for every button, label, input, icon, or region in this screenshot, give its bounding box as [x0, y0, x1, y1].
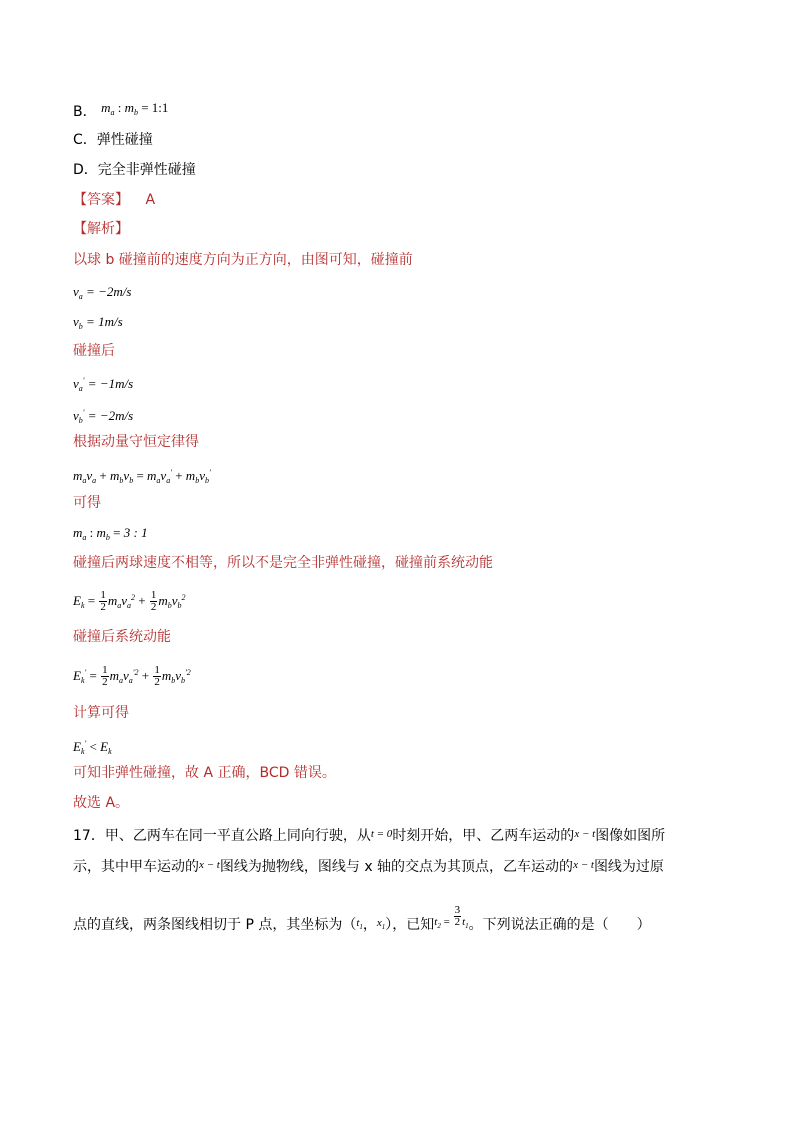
analysis-label — [73, 219, 129, 239]
q17-text-1b: 时刻开始，甲、乙两车运动的 — [392, 828, 575, 844]
analysis-line-5: 碰撞后两球速度不相等，所以不是完全非弹性碰撞，碰撞前系统动能 — [73, 555, 493, 571]
q17-xt-2: x − t — [199, 859, 220, 871]
q17-xt-1: x − t — [574, 828, 596, 840]
question-17-line-1 — [73, 824, 665, 846]
analysis-line-2: 碰撞后 — [73, 343, 115, 359]
analysis-line-1: 以球 b 碰撞前的速度方向为正方向，由图可知，碰撞前 — [73, 252, 413, 268]
option-b-label: B． — [73, 104, 97, 120]
eq-va-value: −2m/s — [98, 284, 132, 299]
eq-vb-after: $v_b' = -2m/s$ — [73, 408, 134, 425]
analysis-label-text: 【解析】 — [73, 221, 129, 237]
eq-va-after: $v_a' = -1m/s$ — [73, 376, 134, 393]
answer-label: 【答案】 — [73, 192, 129, 208]
question-17-line-2 — [73, 855, 664, 877]
eq-vb-value: 1m/s — [98, 314, 123, 329]
analysis-line-7: 计算可得 — [73, 705, 129, 721]
q17-text-3a: 点的直线，两条图线相切于 P 点，其坐标为（ — [73, 917, 357, 933]
eq-ek-after: $E_k'$ = $\frac{1}{2}$ $m_av_a^{'2}$ + $\frac{1}{2}$ $m_bv_b^{'2}$ — [73, 663, 191, 688]
option-c — [73, 130, 153, 150]
q17-text-1a: 17．甲、乙两车在同一平直公路上同向行驶，从 — [73, 828, 371, 844]
option-b — [73, 98, 168, 123]
option-b-formula: $m_a$ : $m_b$ = 1:1 — [101, 100, 169, 117]
answer-line — [73, 190, 155, 210]
analysis-line-9: 故选 A。 — [73, 795, 130, 811]
option-d-label: D． — [73, 162, 98, 178]
analysis-line-3: 根据动量守恒定律得 — [73, 434, 199, 450]
eq-vb-after-value: −2m/s — [99, 408, 134, 423]
option-c-text: 弹性碰撞 — [96, 132, 153, 148]
eq-ek-before: $E_k$ = $\frac{1}{2}$ $m_av_a^2$ + $\frac{1}{2}$ $m_bv_b^2$ — [73, 588, 186, 613]
q17-text-3c: ），已知 — [385, 917, 435, 933]
q17-text-2b: 图线为抛物线，图线与 x 轴的交点为其顶点，乙车运动的 — [219, 859, 574, 875]
q17-text-3b: ， — [362, 917, 377, 933]
eq-va-after-value: −1m/s — [99, 376, 134, 391]
analysis-line-4: 可得 — [73, 495, 101, 511]
eq-vb: $v_b = 1m/s$ — [73, 314, 123, 331]
option-d — [73, 160, 196, 180]
option-d-text: 完全非弹性碰撞 — [97, 162, 196, 178]
eq-ratio-value: 3 : 1 — [123, 525, 148, 540]
eq-va: $v_a = -2m/s$ — [73, 284, 132, 301]
question-17-line-3: 点的直线，两条图线相切于 P 点，其坐标为（$^{t_1}$，$^{x_1}$），已知$^{t_2 =}$ $\frac{3}{2}$ $^{t_1}$。下列说法正确的是（ ） — [73, 904, 651, 933]
q17-t0: t = 0 — [370, 828, 393, 840]
q17-text-3d: 。下列说法正确的是（ ） — [468, 917, 651, 933]
q17-text-2c: 图线为过原 — [593, 859, 664, 875]
option-c-label: C． — [73, 132, 97, 148]
analysis-line-8: 可知非弹性碰撞，故 A 正确，BCD 错误。 — [73, 765, 336, 781]
q17-xt-3: x − t — [573, 859, 594, 871]
q17-text-1c: 图像如图所 — [595, 828, 666, 844]
eq-compare: $E_k' < E_k$ — [73, 739, 112, 756]
q17-text-2a: 示，其中甲车运动的 — [73, 859, 199, 875]
eq-momentum: $m_av_a + m_bv_b = m_av_a' + m_bv_b'$ — [73, 468, 211, 485]
answer-value: A — [145, 192, 156, 208]
eq-ratio: $m_a$ : $m_b = 3$ : 1 — [73, 525, 148, 542]
analysis-line-6: 碰撞后系统动能 — [73, 629, 171, 645]
